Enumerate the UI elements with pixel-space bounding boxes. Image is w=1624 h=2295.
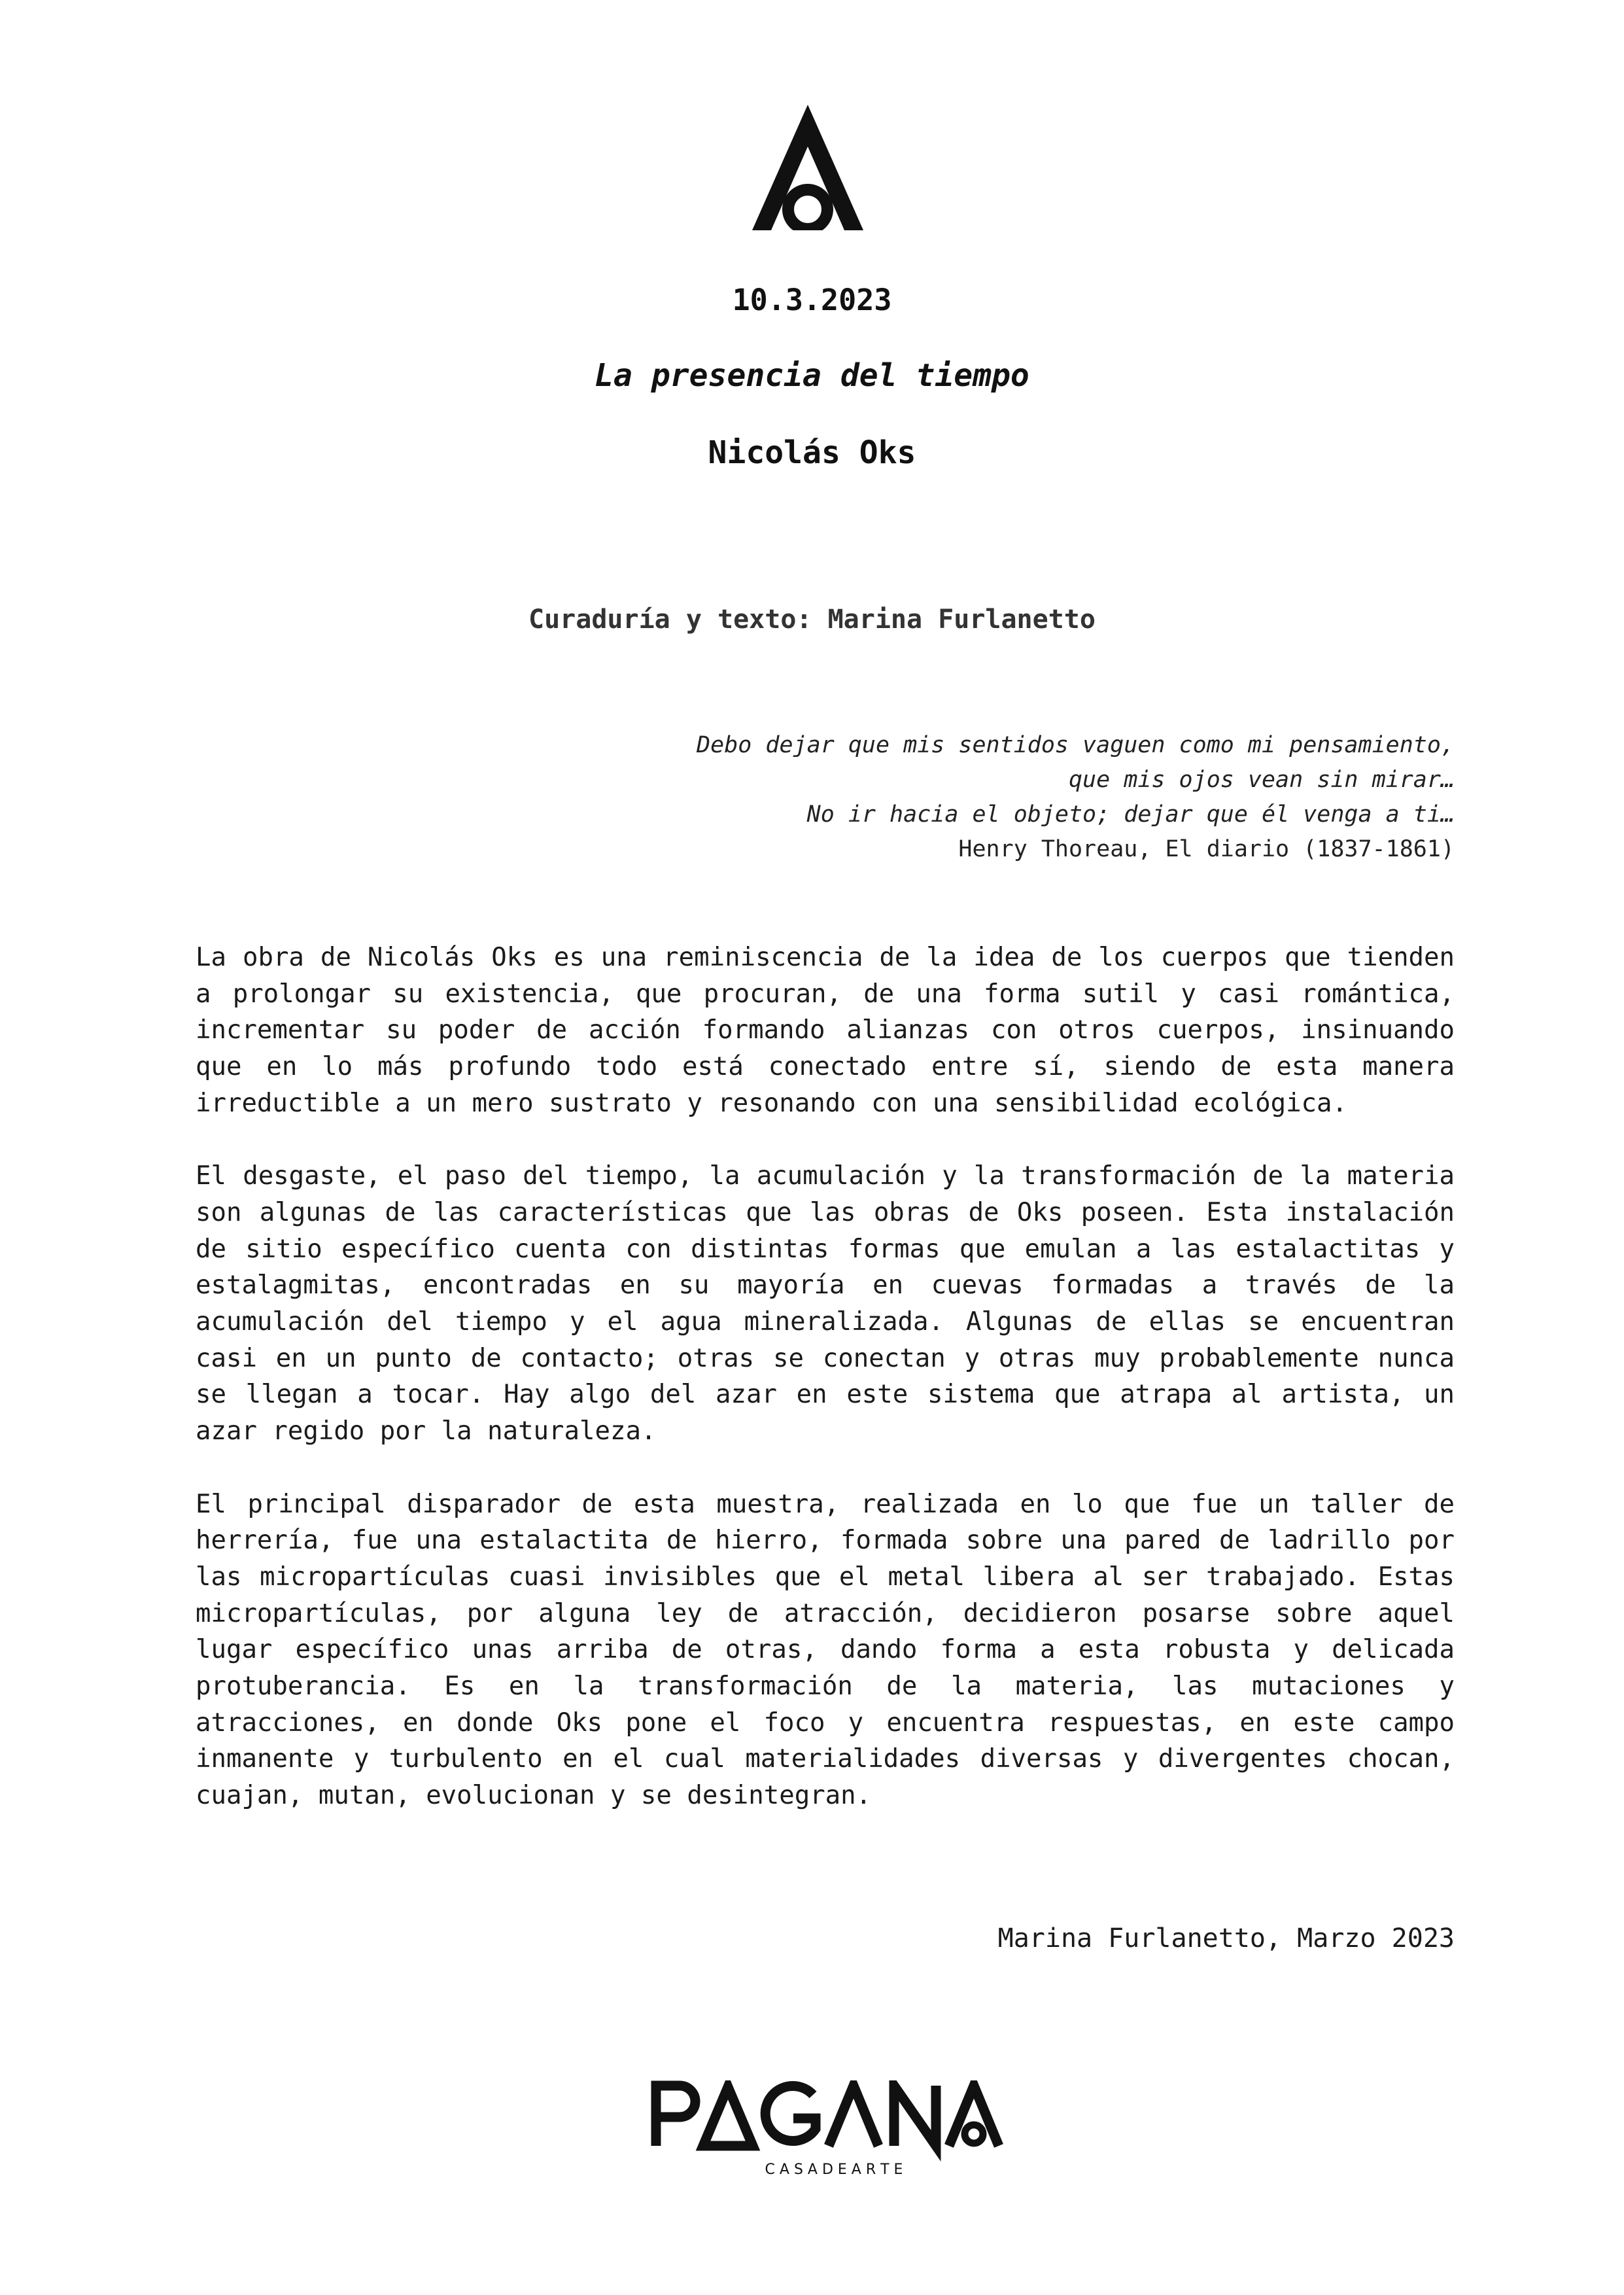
essay-body	[196, 939, 1455, 1851]
pagana-a-mark-icon	[752, 105, 863, 230]
exhibition-date: 10.3.2023	[732, 283, 892, 317]
epigraph	[697, 728, 1455, 867]
epigraph-attribution: Henry Thoreau, El diario (1837-1861)	[958, 836, 1455, 862]
epigraph-line: No ir hacia el objeto; dejar que él venga a ti…	[806, 801, 1455, 828]
signature: Marina Furlanetto, Marzo 2023	[997, 1923, 1455, 1953]
exhibition-title: La presencia del tiempo	[595, 357, 1029, 394]
logo-tagline: C A S A D E A R T E	[765, 2162, 903, 2178]
epigraph-line: que mis ojos vean sin mirar…	[1068, 767, 1455, 793]
essay-paragraph: El principal disparador de esta muestra, realizada en lo que fue un taller de herrería, fue una estalactita de hierro, formada sobre una pared de ladrillo por las micropartículas cuasi invisibles que el metal libera al ser trabajado. Estas micropartículas, por alguna ley de atracción, decidieron posarse sobre aquel lugar específico unas arriba de otras, dando forma a esta robusta y delicada protuberancia. Es en la transformación de la materia, las mutaciones y atracciones, en donde Oks pone el foco y encuentra respuestas, en este campo inmanente y turbulento en el cual materialidades diversas y divergentes chocan, cuajan, mutan, evolucionan y se desintegran.	[196, 1489, 1455, 1811]
pagana-wordmark-logo	[651, 2080, 1017, 2179]
curator-credit: Curaduría y texto: Marina Furlanetto	[528, 604, 1096, 635]
essay-paragraph: La obra de Nicolás Oks es una reminiscencia de la idea de los cuerpos que tienden a prolongar su existencia, que procuran, de una forma sutil y casi romántica, incrementar su poder de acción formando alianzas con otros cuerpos, insinuando que en lo más profundo todo está conectado entre sí, siendo de esta manera irreductible a un mero sustrato y resonando con una sensibilidad ecológica.	[196, 943, 1455, 1118]
artist-name: Nicolás Oks	[708, 434, 916, 471]
epigraph-line: Debo dejar que mis sentidos vaguen como mi pensamiento,	[697, 732, 1455, 758]
essay-paragraph: El desgaste, el paso del tiempo, la acumulación y la transformación de la materia son algunas de las características que las obras de Oks poseen. Esta instalación de sitio específico cuenta con distintas formas que emulan a las estalactitas y estalagmitas, encontradas en su mayoría en cuevas formadas a través de la acumulación del tiempo y el agua mineralizada. Algunas de ellas se encuentran casi en un punto de contacto; otras se conectan y otras muy probablemente nunca se llegan a tocar. Hay algo del azar en este sistema que atrapa al artista, un azar regido por la naturaleza.	[196, 1161, 1455, 1446]
